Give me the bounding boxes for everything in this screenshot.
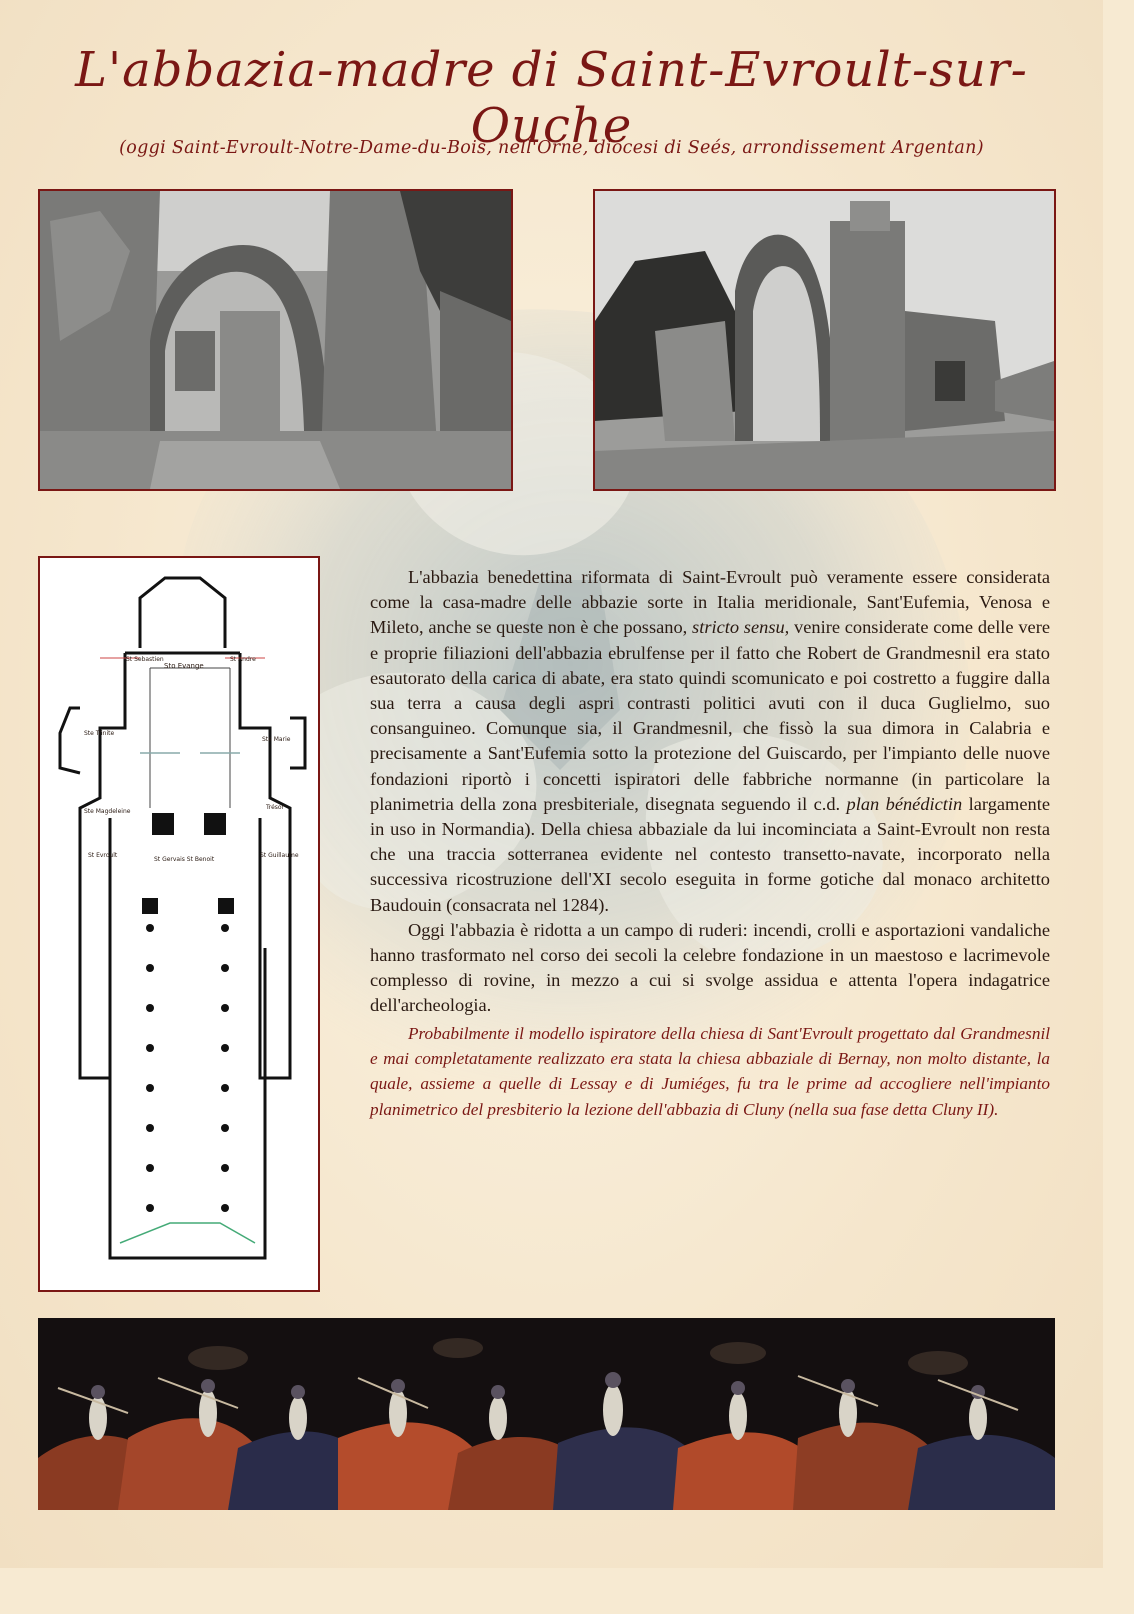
paragraph-2: Oggi l'abbazia è ridotta a un campo di ruderi: incendi, crolli e asportazioni vandaliche hanno trasformato nel corso dei secoli la celebre fondazione in un maestoso e lacrimevole complesso di rovine, in mezzo a cui si svolge assidua e attenta l'opera indagatrice dell'archeologia. xyxy=(370,919,1050,1016)
church-floor-plan xyxy=(38,556,320,1292)
page-title: L'abbazia-madre di Saint-Evroult-sur-Ouche xyxy=(75,42,1028,154)
page-subtitle: (oggi Saint-Evroult-Notre-Dame-du-Bois, nell'Orne, diocesi di Seés, arrondissement Argentan) xyxy=(119,138,984,158)
plan-label-chapel-left-2: Ste Trinite xyxy=(84,730,115,737)
plan-label-transept-centre: St Gervais St Benoit xyxy=(154,856,215,863)
plan-label-transept-right: St Guillaume xyxy=(260,852,299,859)
paragraph-1: L'abbazia benedettina riformata di Saint-Evroult può veramente essere considerata come la casa-madre delle abbazie sorte in Italia meridionale, Sant'Eufemia, Venosa e Mileto, anche se queste non è che possano, stricto sensu, venire considerate come delle vere e proprie filiazioni dell'abbazia ebrulfense per il fatto che Robert de Grandmesnil era stato esautorato della carica di abate, era stato quindi scomunicato e poi costretto a fuggire dalla sua terra a causa degli aspri contrasti politici avuti con il duca Guglielmo, suo consanguineo. Comunque sia, il Grandmesnil, che fissò la sua dimora in Calabria e precisamente a Sant'Eufemia sotto la protezione del Guiscardo, per l'impianto delle nuove fondazioni riportò i concetti ispiratori delle fabbriche normanne (in particolare la planimetria della zona presbiteriale, disegnata seguendo il c.d. plan bénédictin largamente in uso in Normandia). Della chiesa abbaziale da lui incominciata a Saint-Evroult non resta che una traccia sotterranea evidente nel contesto transetto-navate, incorporato nella successiva ricostruzione dell'XI secolo eseguita in forme gotiche dal monaco architetto Baudouin (consacrata nel 1284). xyxy=(370,567,1050,915)
plan-label-chapel-left-3: Ste Magdeleine xyxy=(84,808,131,815)
ruins-photo-right xyxy=(593,189,1056,491)
plan-label-apse: Sto Evange xyxy=(164,662,204,670)
ruins-photo-left xyxy=(38,189,513,491)
plan-label-transept-left: St Evroult xyxy=(88,852,118,859)
plan-label-chapel-left-1: St Sebastien xyxy=(126,656,164,663)
plan-label-chapel-right-2: Ste Marie xyxy=(262,736,291,743)
paragraph-3-italic-note: Probabilmente il modello ispiratore della chiesa di Sant'Evroult progettato dal Grandmesnil e mai completatamente realizzato era stata la chiesa abbaziale di Bernay, non molto distante, la quale, assieme a quelle di Lessay e di Jumiéges, fu tra le prime ad accogliere nell'impianto planimetrico del presbiterio la lezione dell'abbazia di Cluny (nella sua fase detta Cluny II). xyxy=(370,1023,1050,1119)
plan-label-chapel-right-3: Trésor xyxy=(266,804,285,811)
plan-label-chapel-right-1: St Andre xyxy=(230,656,256,663)
article-body xyxy=(370,565,1050,1122)
tapestry-banner xyxy=(38,1318,1055,1510)
